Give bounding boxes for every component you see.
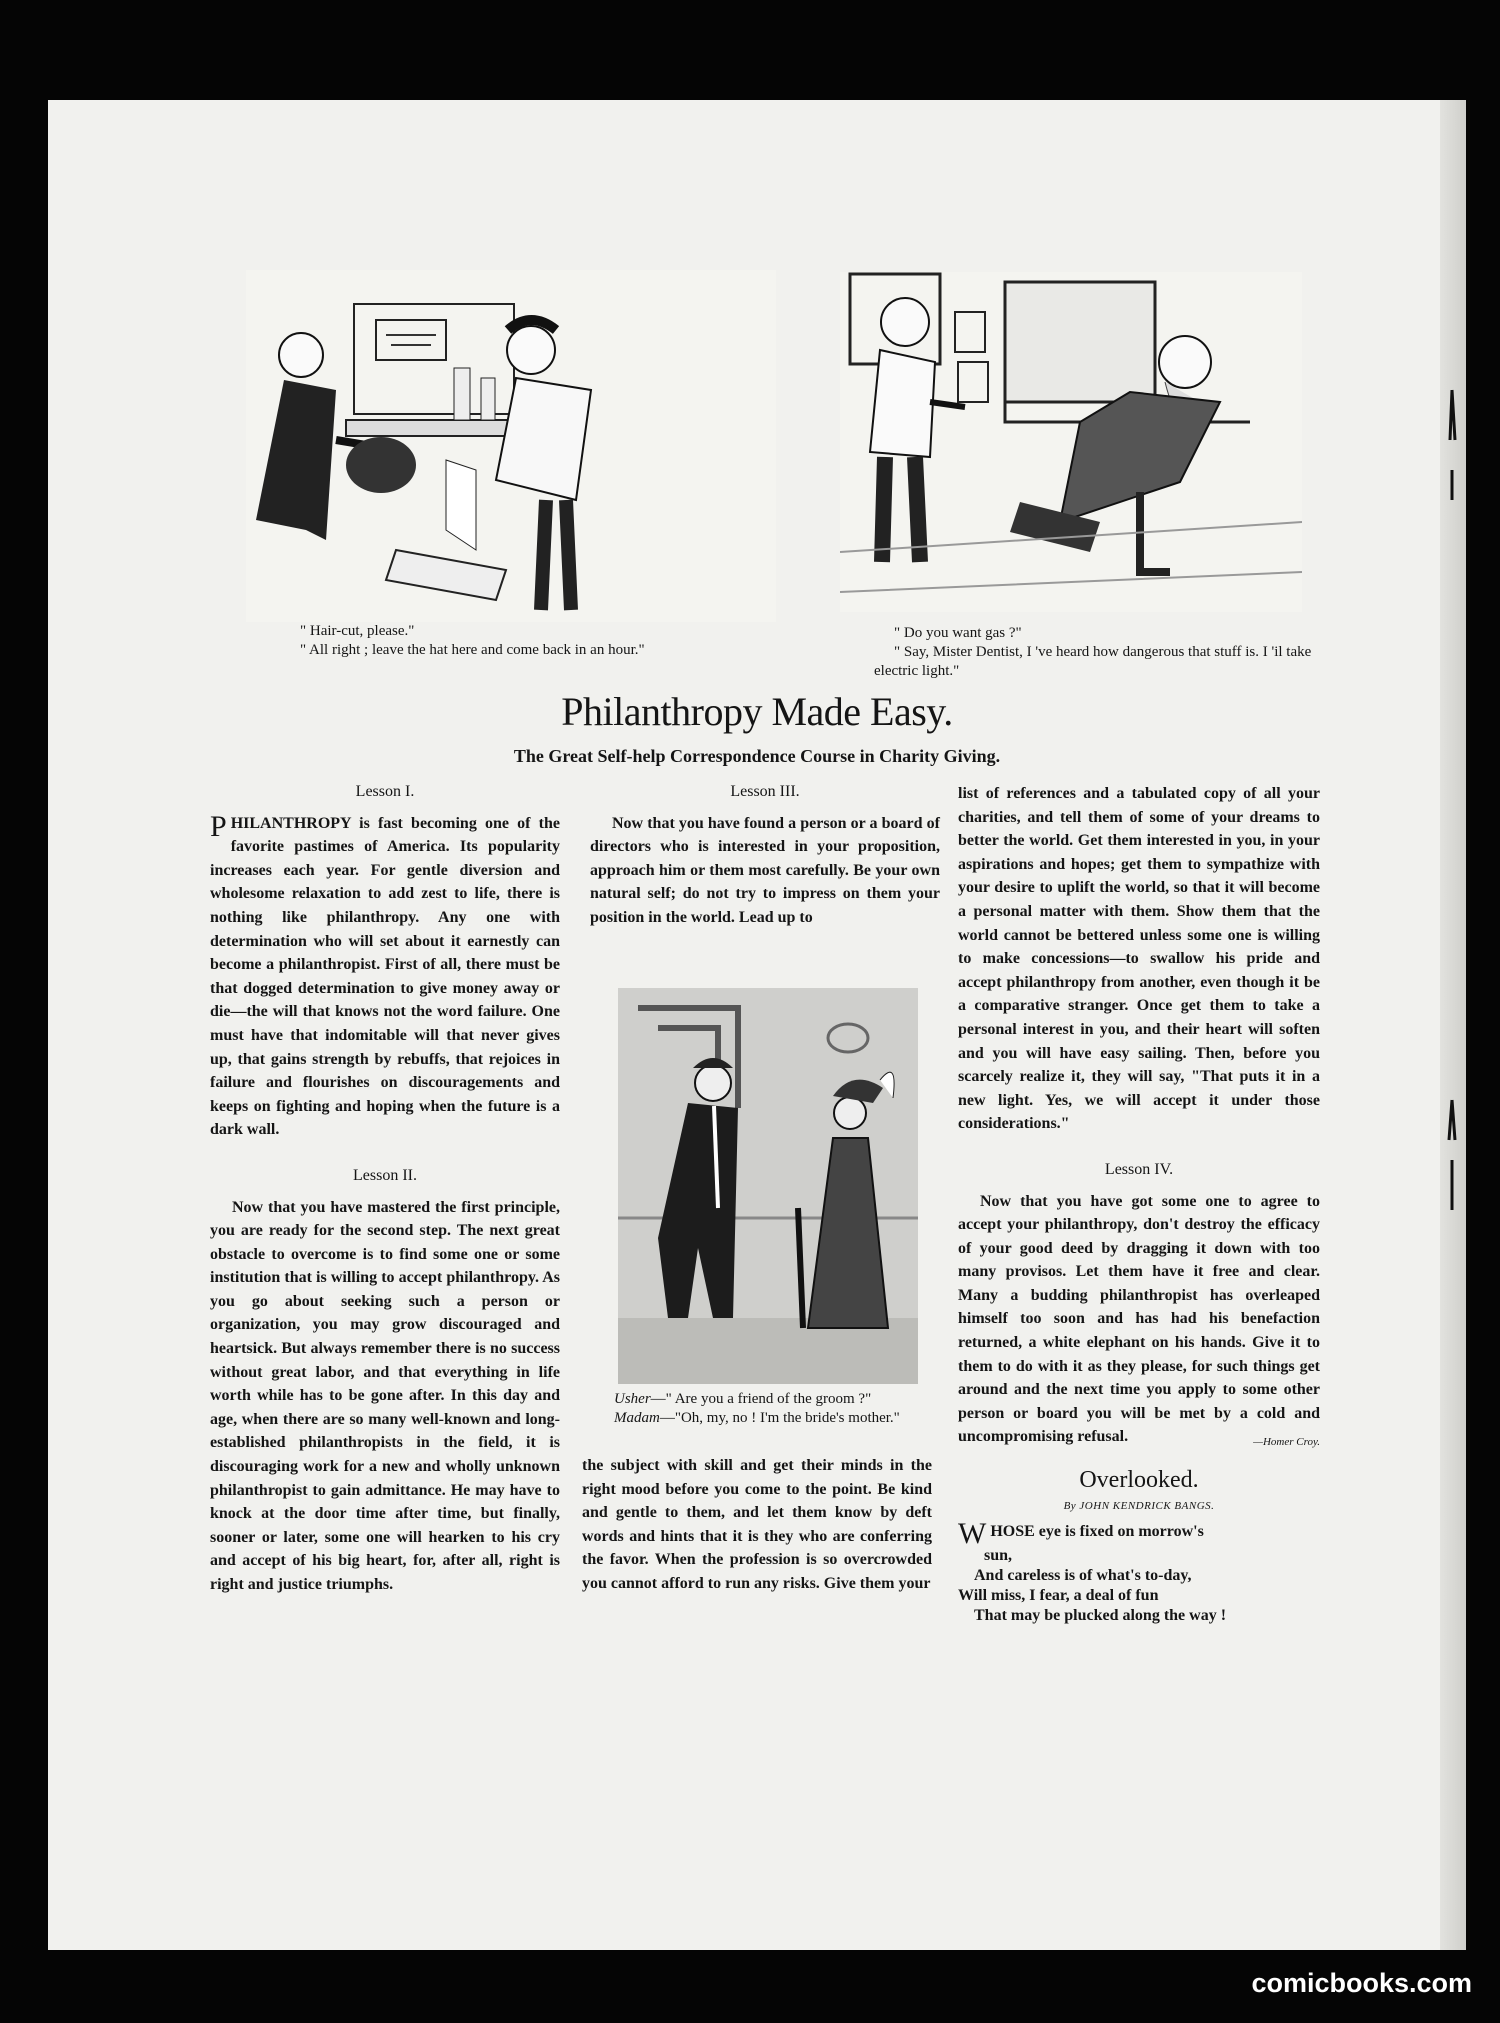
usher-caption-line1 [586,1390,926,1409]
lesson-3-text-b: the subject with skill and get their minds in the right mood before you come to the point. Be kind and gentle to them, and let them know by deft words and hints that it is they who are conferring the favor. When the profession is so overcrowded you cannot afford to run any risks. Give them your [582,1457,932,1592]
lesson-2-heading: Lesson II. [353,1166,417,1184]
poem-line-1-text: HOSE eye is fixed on morrow's [990,1523,1204,1541]
column-2-continued [582,1454,932,1596]
poem-byline: By JOHN KENDRICK BANGS. [1063,1499,1215,1512]
lesson-3-heading: Lesson III. [730,783,800,800]
usher-caption-speaker2: Madam [614,1410,660,1426]
lesson-1-heading: Lesson I. [355,783,415,800]
edge-marks [1446,380,1458,1280]
poem-title: Overlooked. [1079,1467,1199,1494]
poem-body [958,1517,1320,1626]
column-3-text: list of references and a tabulated copy of all your charities, and tell them of some of your dreams to better the world. Get them interested in you, in your aspirations and hopes; get them to sympathize with your desire to uplift the world, so that it will become a personal matter with them. Show them that the world cannot be bettered unless some one is willing to make concessions—to swallow his pride and accept philanthropy from another, even though it be a comparative stranger. Once get them to take a personal interest in you, and their heart will soften and you will have easy sailing. Then, before you scarcely realize it, they will say, "That puts it in a new light. Yes, we will accept it under those considerations." [958,785,1320,1133]
magazine-page [48,100,1466,1950]
author-signature: —Homer Croy. [1253,1436,1320,1449]
article-title: Philanthropy Made Easy. [561,689,953,734]
usher-caption-text1: —" Are you a friend of the groom ?" [650,1391,872,1407]
lesson-4-body: Now that you have got some one to agree to accept your philanthropy, don't destroy the efficacy of your good deed by dragging it down with too many provisos. Let them have it free and clear. Many a budding philanthropist has overleaped himself too soon and has had his benefaction returned, a white elephant on his hands. Give it to them to do with it as they please, for such things get around and the next time you apply to some other person or board you will be met by a cold and uncompromising refusal. [958,1192,1320,1446]
watermark: comicbooks.com [1251,1968,1472,1998]
barber-caption-line1: " Hair-cut, please." [300,623,415,639]
barber-cartoon [246,270,776,622]
usher-cartoon [618,988,918,1384]
lesson-4-heading: Lesson IV. [1104,1160,1174,1178]
dentist-caption-line1: " Do you want gas ?" [894,625,1022,641]
dentist-caption-line2: " Say, Mister Dentist, I 've heard how dangerous that stuff is. I 'il take electric light." [874,644,1312,679]
lesson-1-paragraph [210,809,560,1142]
lesson-4-text [958,1190,1320,1450]
usher-caption-text2: —"Oh, my, no ! I'm the bride's mother." [659,1410,900,1426]
dentist-caption [874,624,1314,681]
article-subtitle: The Great Self-help Correspondence Course in Charity Giving. [513,746,1001,766]
lesson-3-text-a: Now that you have found a person or a board of directors who is interested in your proposition, approach him or them most carefully. Be your own natural self; do not try to impress on them your position in the world. Lead up to [590,814,940,926]
usher-caption-line2 [586,1409,926,1428]
barber-caption-line2: " All right ; leave the hat here and come back in an hour." [300,642,645,658]
poem-line-3: Will miss, I fear, a deal of fun [958,1587,1159,1605]
dentist-cartoon [840,272,1302,612]
column-3 [958,782,1320,1626]
column-1 [210,780,560,1597]
poem-line-2: And careless is of what's to-day, [974,1567,1192,1585]
column-2 [590,780,940,930]
poem-line-4: That may be plucked along the way ! [974,1607,1227,1625]
lesson-2-text: Now that you have mastered the first principle, you are ready for the second step. The next great obstacle to overcome is to find some one or some institution that is willing to accept philanthropy. As you go about seeking such a person or organization, you may grow discouraged and heartsick. But always remember there is no success without great labor, and that everything in life worth while has to be gone after. In this day and age, when there are so many well-known and long-established philanthropists in the field, it is discouraging work for a new and wholly unknown philanthropist to gain admittance. He may have to knock at the door time after time, but finally, sooner or later, some one will hearken to his cry and accept of his big heart, for, after all, right is right and justice triumphs. [210,1198,560,1593]
poem-dropcap: W [958,1517,987,1551]
poem-line-1-cont: sun, [984,1547,1013,1565]
usher-caption [586,1390,926,1428]
poem-line-1 [958,1517,1320,1551]
barber-caption [280,622,740,660]
usher-caption-speaker1: Usher [614,1391,651,1407]
lesson-1-text: HILANTHROPY is fast becoming one of the favorite pastimes of America. Its popularity increases each year. For gentle diversion and wholesome relaxation to add zest to life, there is nothing like philanthropy. Any one with determination who will set about it earnestly can become a philanthropist. First of all, there must be that dogged determination to give money away or die—the will that knows not the word failure. One must have that indomitable will that never gives up, that gains strength by rebuffs, that rejoices in failure and flourishes on discouragements and keeps on fighting and hoping when the future is a dark wall. [210,814,560,1139]
lesson-1-dropcap: P [210,809,227,843]
